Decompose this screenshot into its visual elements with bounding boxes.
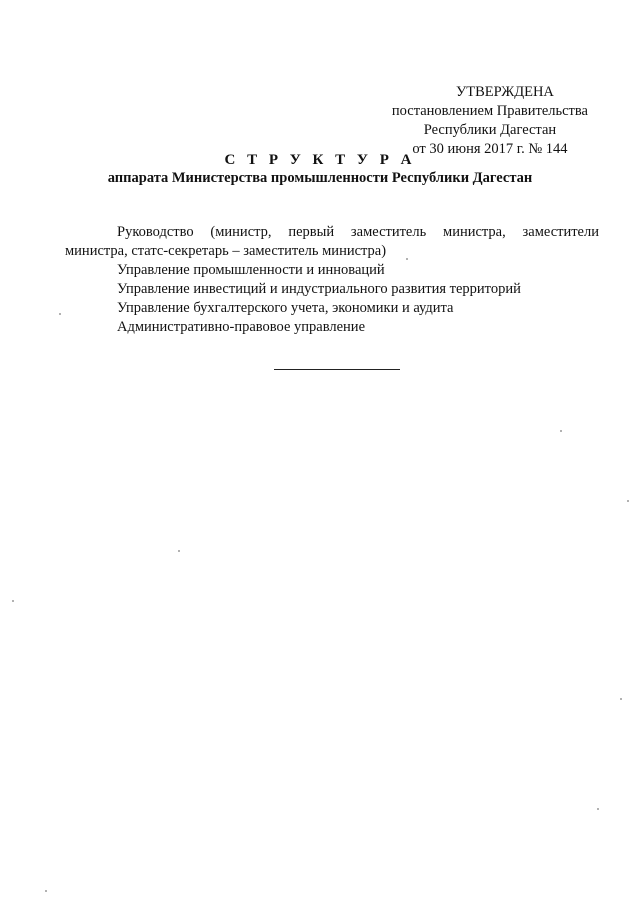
scan-speck [620, 698, 622, 700]
scan-speck [45, 890, 47, 892]
document-title: С Т Р У К Т У Р А [224, 152, 416, 168]
approval-line: от 30 июня 2017 г. № 144 [412, 141, 568, 157]
structure-list [65, 223, 599, 337]
scan-speck [406, 258, 408, 260]
list-item: Административно-правовое управление [117, 319, 366, 335]
scan-speck [12, 600, 14, 602]
scan-speck [59, 313, 61, 315]
list-item: Управление инвестиций и индустриального развития территорий [117, 281, 521, 297]
scan-speck [627, 500, 629, 502]
list-item: Руководство (министр, первый заместитель министра, заместители министра, статс-секретарь – заместитель министра) [65, 224, 599, 259]
scan-speck [597, 808, 599, 810]
approval-line: постановлением Правительства [391, 103, 588, 119]
list-item: Управление промышленности и инноваций [117, 262, 385, 278]
end-rule [274, 369, 400, 370]
approval-line: Республики Дагестан [423, 122, 557, 138]
document-subtitle: аппарата Министерства промышленности Республики Дагестан [107, 170, 533, 186]
list-item: Управление бухгалтерского учета, экономики и аудита [117, 300, 454, 316]
approval-heading: УТВЕРЖДЕНА [456, 84, 554, 100]
approval-stamp [392, 83, 588, 159]
scan-speck [178, 550, 180, 552]
scan-speck [560, 430, 562, 432]
